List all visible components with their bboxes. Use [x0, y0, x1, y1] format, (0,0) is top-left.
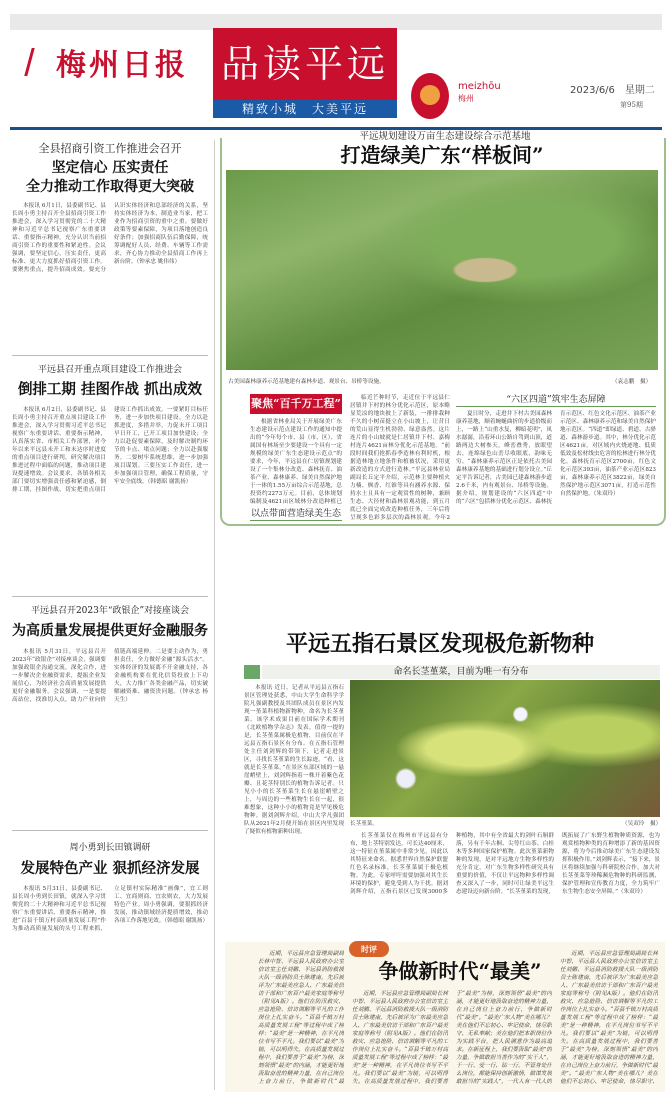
plum-blossom-icon: [411, 73, 449, 119]
commentary-body: 近期，平远县应急管理局副局长林中智、平远县人民政府办公室信访室主任刘鹏、平远县消防救援大队一级消防员士陈建南，先后被评为广东最美应急人、广东最美信访干部和广东百户最美家庭等称号（附见A版）。他们在防汛救灾、应急抢险、信访调解等平凡的工作岗位上扎实奋斗。“百县千镇万村高质量发展工程”等过程中成了榜样：“最美”是一种精神，在平凡岗位书写不平凡。我们要以“最美”为镜，可以明得失。在高质量发展过程中，我们要善于“最美”为榜，深刻领悟“最美”的内涵，才能更好地汲取奋进的精神力量，在自己岗位上奋力前行，争做新时代“最美”。“最美广东人物”美在哪儿？美在他们不忘初心、牢记使命，恪尽职守、: [560, 951, 658, 1085]
headline: 全力推动工作取得更大突破: [26, 178, 194, 195]
divider: [12, 596, 208, 597]
species-body: 长茎堇菜仅在梅州市平远县有分布，地上茎特别发达，可长达40厘米，这一特征在堇菜属中非常少见，因此以其特征来命名。据悉世界自然保护联盟红色名录标准，长茎堇菜属于极危植物。为此，专家呼吁需要加强对其生长环境的保护，避免受到人为干扰。据刘剑辉介绍，五指石景区已发现3000多种植物，其中有全省最大的剑叶石斛群落，另有千年古桐、尖萼红山茶、白桂木等多种国家保护植物。此次堇菜新物种的发现，是对平远地方生物多样性的充分肯定，对广东生物多样性研究具有重要的价值，不仅让平远物种多样性调查又深入了一步，同时可让绿美平远生态建设迈向新台阶。“长茎堇菜的发现，既拓展了广东野生植物种质资源，也为观赏植物种类的育种增添了新的基因资源，将为今后推动绿美广东生态建设发挥积极作用。”刘剑辉表示，“接下来，景区将继续加强与科研院校合作，加大对长茎堇菜等珍稀濒危物种的科研监测、保护管理和宣传教育力度，全力筑牢广东生物生态安全屏障。”（朱双玲）: [350, 833, 660, 895]
masthead-rule: [10, 127, 662, 130]
issue-date: 2023/6/6 星期二: [570, 85, 655, 96]
brand-block: [213, 28, 397, 118]
headline: 倒排工期 挂图作战 抓出成效: [17, 381, 203, 398]
article-body: 本报讯 5月31日，平远县召开2023年“政银企”对接座谈会，强调要加强政银企沟通交流，深化合作，进一步解决企业融资需求，提振企业发展信心，为经济社会高质量发展提供更好金融服务。会议强调，一是要提高站位，找准切入点，助力产业向价值链高端延伸。二是要主动作为，勇担责任，全力做好金融“源头活水”。实体经济的发展离不开金融支持，各金融机构要在优化信贷投放上下功夫，大力推广各类金融产品，切实破解融资难、融资贵问题。（钟承忠 杨天生）: [12, 648, 208, 703]
brand-title: 品读平远: [213, 28, 397, 100]
city-pinyin: meizhōu: [458, 81, 501, 92]
photo-credit: （袁志鹏 摄）: [612, 379, 652, 385]
divider: [12, 830, 208, 831]
article-body: 本报讯 6月1日，县委副书记、县长周小勇主持召开全县招商引资工作推进会，深入学习贯彻党的二十大精神和习近平总书记视察广东重要讲话、重要指示精神，充分认识当前招商引资工作的重要性和紧迫性。会议强调，要坚定信心，压实责任，更高标准、更大力度抓好招商引资工作。要聚焦重点，提升招商成效。要充分认识实体经济和总部经济的关系，坚持实体经济为本，制造业当家，把工业作为招商引资的重中之重。要做好政策等要素保障，为项目落地创造良好条件；加强招商队伍后勤保障，统筹调配好人员、经费、车辆等工作需求，齐心协力推动全县招商工作再上新台阶。（钟承忠 姚伟伟）: [12, 202, 208, 273]
commentary-body: 近期，平远县应急管理局副局长林中智、平远县人民政府办公室信访室主任刘鹏、平远县消防救援大队一级消防员士陈建南，先后被评为广东最美应急人、广东最美信访干部和广东百户最美家庭等称号（附见A版）。他们在防汛救灾、应急抢险、信访调解等平凡的工作岗位上扎实奋斗。“百县千镇万村高质量发展工程”等过程中成了榜样：“最美”是一种精神，在平凡岗位书写不平凡。我们要以“最美”为镜，可以明得失。在高质量发展过程中，我们要善于“最美”为榜，深刻领悟“最美”的内涵，才能更好地汲取奋进的精神力量，在自己岗位上奋力前行，争做新时代“最美”。“最美广东人物”美在哪儿？美在他们不忘初心、牢记使命，恪尽职守、无私奉献；美在他们把本职岗位作为实践平台，把人民满意作为最高追求。在新征程上，我们要汲取“最美”的力量，争做敢担当善作为的“实干人”，干一行、爱一行、钻一行，不管身处什么岗位，都能保持创新激情，做谋发展敢担当的“实践人”，一代人有一代人的: [352, 991, 552, 1085]
feature-kicker: 平远规划建设万亩生态建设综合示范基地: [300, 131, 590, 143]
paper-logo-icon: [24, 48, 52, 76]
species-subtitle: 命名长茎堇菜，目前为唯一有分布: [262, 665, 660, 679]
article-key-projects: [12, 364, 208, 574]
article-investment: [12, 142, 208, 350]
article-body: 本报讯 5月31日，县委副书记、县长周小勇到长田镇，就深入学习贯彻党的二十大精神和习近平总书记视察广东重要讲话、重要指示精神，推进“百县千镇万村高质量发展工程”作为推动高质量发展的头号工程来抓，立足镇村实际精准“画像”，宜工则工、宜商则商、宜农则农，大力发展特色产业。周小勇强调，要狠抓经济发展，推动镇域经济提质增效，推动各项工作落地见效。（韩德昭 谢凯扬）: [12, 886, 208, 933]
violet-photo: [350, 680, 660, 817]
city-name: 梅州: [458, 94, 474, 103]
article-changtian: [12, 842, 208, 1077]
column-rule: [214, 140, 215, 1090]
kicker: 周小勇到长田镇调研: [69, 843, 151, 853]
photo-caption: 长茎堇菜。: [350, 821, 378, 827]
forest-photo: [226, 170, 658, 370]
paper-name: 梅州日报: [56, 48, 188, 83]
kicker: 平远县召开重点项目建设工作推进会: [37, 365, 182, 375]
commentary-headline: 争做新时代“最美”: [378, 959, 542, 983]
commentary-body: 近期，平远县应急管理局副局长林中智、平远县人民政府办公室信访室主任刘鹏、平远县消防救援大队一级消防员士陈建南，先后被评为广东最美应急人、广东最美信访干部和广东百户最美家庭等称号（附见A版）。他们在防汛救灾、应急抢险、信访调解等平凡的工作岗位上扎实奋斗。“百县千镇万村高质量发展工程”等过程中成了榜样：“最美”是一种精神，在平凡岗位书写不平凡。我们要以“最美”为镜，可以明得失。在高质量发展过程中，我们要善于“最美”为榜，深刻领悟“最美”的内涵，才能更好地汲取奋进的精神力量，在自己岗位上奋力前行，争做新时代“最: [258, 951, 344, 1085]
article-body: 本报讯 6月2日，县委副书记、县长周小勇主持召开重点项目建设工作推进会，深入学习贯彻习近平总书记视察广东重要讲话、重要指示精神，认真落实省、市相关工作部署，对今年以来平远县未开工和未达序时进度的重点项目进行研判，研究解决项目推进过程中面临的问题，推动项目建设提速增效。会议要求，各镇各相关部门要切实增强责任感和紧迫感，倒排工期，挂图作战，切实把重点项目建设工作抓出成效。一要紧盯目标任务，进一步加快项目建设。全力以赴抓进度，多措并举，力促未开工项目早日开工，已开工项目加快建设；全力以赴促要素保障，及时解决制约环节的卡点、堵点问题；全力以赴强服务。二要树牢系统思维，进一步加强项目谋划。三要压实工作责任，进一步加强项目管理，确保工程质量，守牢安全底线。（韩德昭 谢凯扬）: [12, 407, 208, 494]
species-headline: 平远五指石景区发现极危新物种: [285, 631, 594, 657]
brand-slogan: 精致小城 大美平远: [213, 100, 397, 118]
feature-headline: 打造绿美广东“样板间”: [340, 143, 544, 167]
kicker: 全县招商引资工作推进会召开: [38, 142, 182, 155]
species-body: 本报讯 近日，记者从平远县五指石景区管理处获悉，中山大学生命科学学院凡强副教授及其团队成员在景区内发现一堇菜科植物新物种，命名为长茎堇菜。该学术成果目前在国际学术期刊《北欧植物学杂志》发表。值得一提的是，长茎堇菜属极危植物，目前仅在平远县五指石景区有分布。在五指石管理处主任刘剑辉的带领下，记者走进景区，寻找长茎堇菜的生长踪迹。“看，这就是长茎堇菜。”在景区东部区域的一悬崖峭壁上，刘剑辉指着一株开着紫色花瓣、且花茎特别长的植物告诉记者。只见小小的长茎堇菜生长在悬崖峭壁之上，与周边的一些植物生长在一起，很难想象，这种小小的植物竟是罕见极危物种。据刘剑辉介绍，中山大学凡强团队从2021年2月便开始在景区内里发现了疑似有植物新种出现。: [244, 685, 344, 835]
issue-number: 第95期: [620, 101, 643, 109]
headline: 坚定信心 压实责任: [51, 160, 169, 176]
headline: 为高质量发展提供更好金融服务: [12, 623, 208, 639]
feature-subhead: 以点带面营造绿美生态: [250, 509, 341, 519]
headline: 发展特色产业 狠抓经济发展: [20, 860, 200, 877]
divider: [12, 355, 208, 356]
feature-body: 临近芒种时节，走近位于平远县仁居镇井下村的林分优化示范区，原本略显荒凉的地块披上了新装，一排排栽种不久的小树苗挺立在小山坡上，让昔日的荒山显得生机勃勃、绿意盎然。这片连片的小山坡就是仁居镇井下村、嘉梅村连片4621亩林分优化示范基地。“前段时间我们抢抓春季造林有利时机，根据造林地立地条件和植被状况，采用更新改造的方式进行造林。”平远县林业局副局长丘定平介绍，示范林主要种植火力楠、枫香、红锥等具有涵养水源、保持水土且具有一定观赏性的树种，兼顾生态、大径材和森林景观功能，到五月底已全面完成改造种植任务，三年后将呈现多色彩多层次的森林景观。今年2: [350, 395, 450, 521]
feature-body: 夏日时分，走进井下村古美园森林康养基地，顺着蜿蜒曲折的步道拾级而上，一路上“山重水复，柳暗花明”，凤水潺潺，沿着环山公路自驾到山顶，道路两边大树参天，峰峦叠秀，放眼望去，连绵绿色山峦尽收眼底，韵味无穷。“森林康养示范区正是依托古美园森林康养基地的基础进行划分设立。”丘定平告诉记者，古美园已建森林游步道2.6千米，内有观景台、吊桥等设施。据介绍，规划建设的“六区四道”中的“六区”包括林分优化示范区、森林抚育示范区、红色文化示范区、油茶产业示范区、森林康养示范和绿美自然保护地示范区。“四道”即绿道、碧道、古驿道、森林游步道。其中，林分优化示范区4621亩，对区域内火烧迹地、低质低效及松材线虫危害的松林进行林分优化。森林抚育示范区2700亩，红色文化示范区393亩，油茶产业示范区823亩，森林康养示范区3822亩，绿美自然保护地示范区3071亩，打造示范性自然保护地。（朱双玲）: [456, 411, 656, 505]
photo-credit: （吴双玲 摄）: [622, 821, 662, 827]
feature-body: 根据省林业局关于开展绿美广东生态建设示范点建设工作的通知中提出的“今年每个市、县（市、区）、省属国有林场至少要建设一个具有一定规模的绿美广东生态建设示范点”的要求，今年，平远县在仁居镇规划建设了一个集林分改造、森林抚育、油茶产业、森林康养、绿美自然保护地于一体的1.55万亩综合示范基地，总投资约2273万元。目前，总体规划编制及4621亩区域林分改造种植已: [250, 419, 342, 505]
photo-caption: 古美园森林康养示范基地建有森林步道、观景台、吊桥等设施。: [228, 379, 385, 385]
subtitle-marker: [244, 665, 260, 679]
commentary-tag: 时评: [349, 941, 389, 957]
article-finance: [12, 605, 208, 808]
kicker: 平远县召开2023年“政银企”对接座谈会: [30, 606, 190, 616]
feature-subhead: “六区四道”筑牢生态屏障: [456, 394, 656, 407]
focus-badge: 聚焦“百千万工程”: [250, 394, 342, 414]
